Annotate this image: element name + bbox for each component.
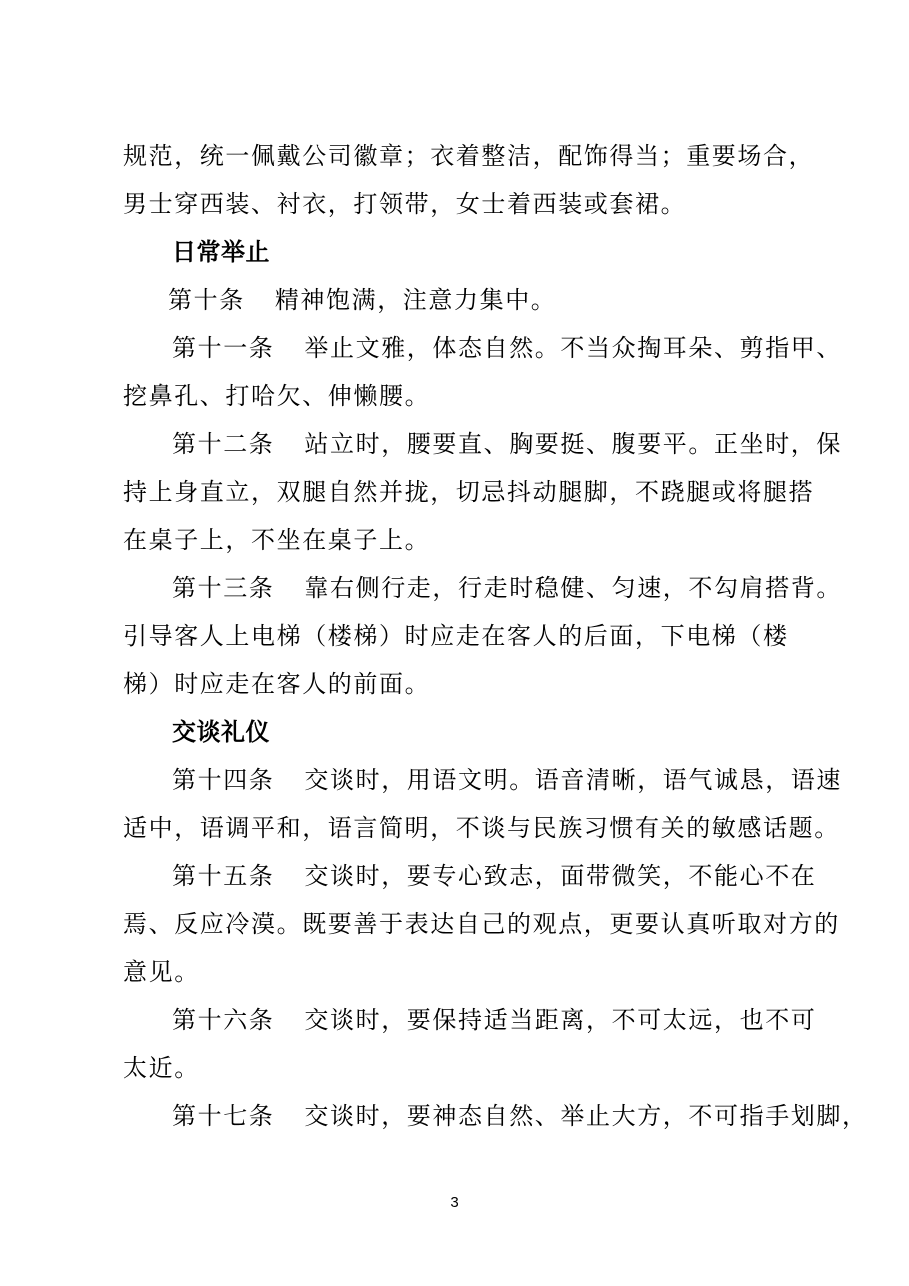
article-text: 交谈时，用语文明。语音清晰，语气诚恳，语速 bbox=[304, 766, 843, 794]
body-line: 规范，统一佩戴公司徽章；衣着整洁，配饰得当；重要场合， bbox=[123, 142, 815, 170]
article-text: 交谈时，要保持适当距离，不可太远，也不可 bbox=[304, 1006, 817, 1034]
article-14 bbox=[172, 765, 842, 795]
article-number: 第十七条 bbox=[172, 1102, 275, 1130]
body-line: 太近。 bbox=[123, 1054, 200, 1082]
article-text: 靠右侧行走，行走时稳健、匀速，不勾肩搭背。 bbox=[304, 574, 843, 602]
article-text: 交谈时，要神态自然、举止大方，不可指手划脚， bbox=[304, 1102, 868, 1130]
article-17 bbox=[172, 1101, 868, 1131]
body-line: 焉、反应冷漠。既要善于表达自己的观点，更要认真听取对方的 bbox=[123, 910, 840, 938]
body-line: 男士穿西装、衬衣，打领带，女士着西装或套裙。 bbox=[123, 190, 687, 218]
body-line: 挖鼻孔、打哈欠、伸懒腰。 bbox=[123, 382, 431, 410]
article-number: 第十二条 bbox=[172, 430, 275, 458]
article-16 bbox=[172, 1005, 816, 1035]
article-number: 第十六条 bbox=[172, 1006, 275, 1034]
body-line: 持上身直立，双腿自然并拢，切忌抖动腿脚，不跷腿或将腿搭 bbox=[123, 478, 815, 506]
article-number: 第十三条 bbox=[172, 574, 275, 602]
article-number: 第十五条 bbox=[172, 862, 275, 890]
body-line: 适中，语调平和，语言简明，不谈与民族习惯有关的敏感话题。 bbox=[123, 814, 840, 842]
body-line: 引导客人上电梯（楼梯）时应走在客人的后面，下电梯（楼 bbox=[123, 622, 789, 650]
section-heading-daily-conduct: 日常举止 bbox=[172, 238, 270, 266]
article-number: 第十一条 bbox=[172, 334, 275, 362]
article-text: 举止文雅，体态自然。不当众掏耳朵、剪指甲、 bbox=[304, 334, 843, 362]
article-number: 第十条 bbox=[168, 286, 245, 314]
article-text: 精神饱满，注意力集中。 bbox=[274, 286, 557, 314]
article-text: 交谈时，要专心致志，面带微笑，不能心不在 bbox=[304, 862, 817, 890]
body-line: 在桌子上，不坐在桌子上。 bbox=[123, 526, 431, 554]
body-line: 梯）时应走在客人的前面。 bbox=[123, 670, 431, 698]
article-text: 站立时，腰要直、胸要挺、腹要平。正坐时，保 bbox=[304, 430, 843, 458]
article-10 bbox=[168, 285, 556, 315]
article-number: 第十四条 bbox=[172, 766, 275, 794]
page-number: 3 bbox=[450, 1194, 459, 1211]
article-13 bbox=[172, 573, 842, 603]
article-11 bbox=[172, 333, 842, 363]
article-15 bbox=[172, 861, 816, 891]
section-heading-conversation-etiquette: 交谈礼仪 bbox=[172, 718, 270, 746]
article-12 bbox=[172, 429, 842, 459]
body-line: 意见。 bbox=[123, 958, 200, 986]
